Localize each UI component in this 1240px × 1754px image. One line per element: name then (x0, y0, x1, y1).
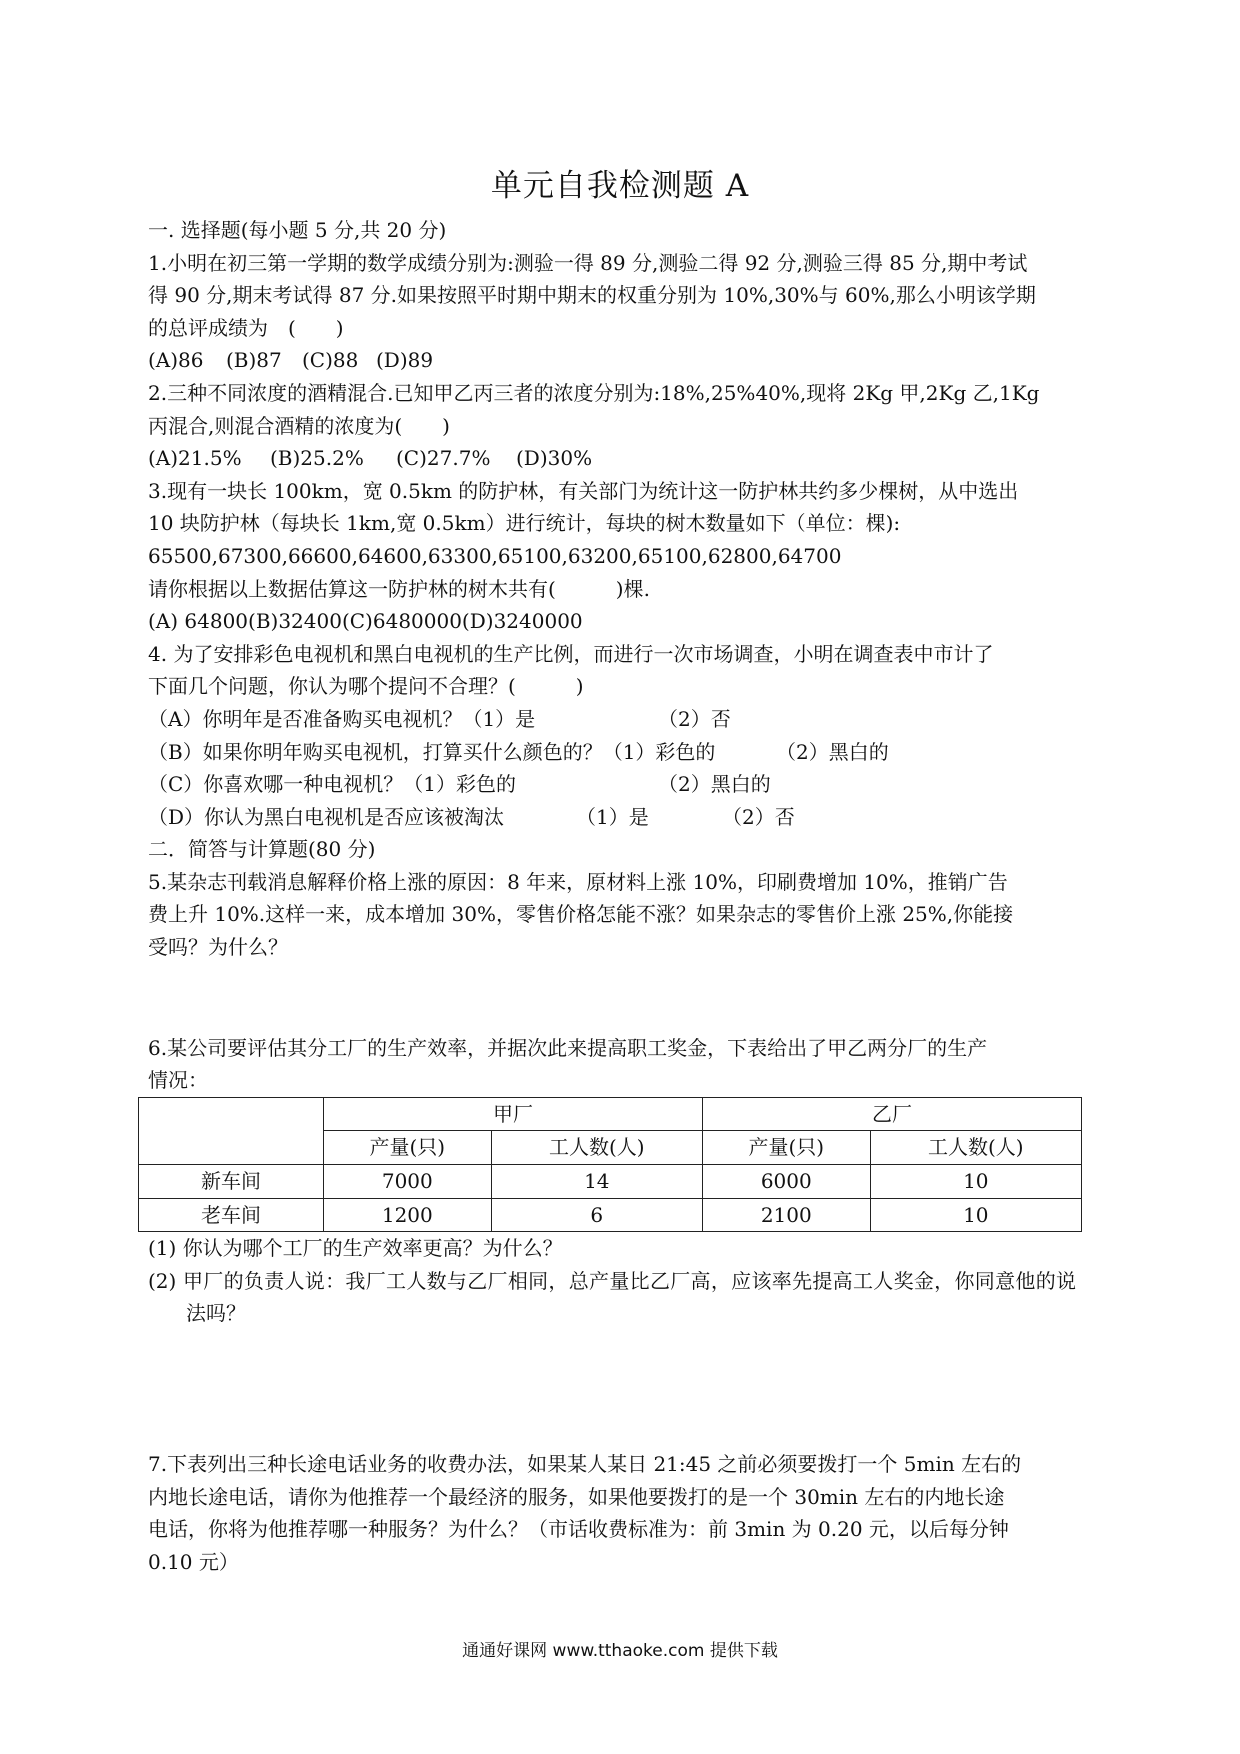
page-footer: 通通好课网 www.tthaoke.com 提供下载 (462, 1641, 778, 1661)
q4-item-c (148, 768, 1076, 801)
table-cell: 10 (870, 1165, 1081, 1199)
q5-line3: 受吗？为什么？ (148, 935, 288, 960)
q4-item-d-answer1: （1）是 (576, 804, 649, 829)
table-cell: 1200 (324, 1198, 492, 1232)
q1-option-d: (D)89 (376, 348, 434, 373)
table-header-b-workers: 工人数(人) (870, 1131, 1081, 1165)
table-header-factory-b: 乙厂 (702, 1097, 1081, 1131)
document-body (148, 214, 1076, 1578)
q2-option-b: (B)25.2% (270, 446, 364, 471)
q3-line1: 3.现有一块长 100km，宽 0.5km 的防护林，有关部门为统计这一防护林共约多少棵树，从中选出 (148, 478, 1019, 503)
q4-item-d-text: （D）你认为黑白电视机是否应该被淘汰 (148, 804, 505, 829)
q6-sub1: (1) 你认为哪个工厂的生产效率更高？为什么？ (148, 1236, 563, 1261)
q1-option-b: (B)87 (226, 348, 282, 373)
table-row-label: 老车间 (139, 1198, 324, 1232)
table-header-a-workers: 工人数(人) (491, 1131, 702, 1165)
q4-line2: 下面几个问题，你认为哪个提问不合理？( ) (148, 674, 584, 699)
table-cell: 6 (491, 1198, 702, 1232)
q1-options (148, 344, 1076, 377)
q4-item-b-text: （B）如果你明年购买电视机，打算买什么颜色的？（1）彩色的 (148, 739, 716, 764)
table-header-a-output: 产量(只) (324, 1131, 492, 1165)
q1-line3: 的总评成绩为 ( ) (148, 315, 344, 340)
section2-heading: 二．简答与计算题(80 分) (148, 837, 376, 862)
section1-heading: 一. 选择题(每小题 5 分,共 20 分) (148, 218, 447, 242)
q2-line2: 丙混合,则混合酒精的浓度为( ) (148, 413, 450, 438)
factory-table (138, 1097, 1082, 1232)
q2-option-c: (C)27.7% (396, 446, 491, 471)
q5-line1: 5.某杂志刊载消息解释价格上涨的原因：8 年来，原材料上涨 10%，印刷费增加 10%，推销广告 (148, 869, 1008, 894)
table-cell: 6000 (702, 1165, 870, 1199)
table-row-label: 新车间 (139, 1165, 324, 1199)
q7-line3: 电话，你将为他推荐哪一种服务？为什么？（市话收费标准为：前 3min 为 0.20 元，以后每分钟 (148, 1517, 1009, 1542)
q4-item-c-text: （C）你喜欢哪一种电视机？（1）彩色的 (148, 772, 517, 797)
q1-line2: 得 90 分,期末考试得 87 分.如果按照平时期中期末的权重分别为 10%,30%与 60%,那么小明该学期 (148, 283, 1036, 308)
table-cell: 10 (870, 1198, 1081, 1232)
q6-line1: 6.某公司要评估其分工厂的生产效率，并据次此来提高职工奖金，下表给出了甲乙两分厂的生产 (148, 1035, 988, 1060)
q7-line2: 内地长途电话，请你为他推荐一个最经济的服务，如果他要拨打的是一个 30min 左右的内地长途 (148, 1484, 1005, 1509)
table-cell: 7000 (324, 1165, 492, 1199)
q3-options: (A) 64800(B)32400(C)6480000(D)3240000 (148, 609, 583, 634)
q2-options (148, 442, 1076, 475)
q6-line2: 情况： (148, 1068, 208, 1093)
table-header-factory-a: 甲厂 (324, 1097, 703, 1131)
q3-line3: 65500,67300,66600,64600,63300,65100,63200,65100,62800,64700 (148, 543, 842, 568)
q3-line2: 10 块防护林（每块长 1km,宽 0.5km）进行统计，每块的树木数量如下（单位：棵): (148, 511, 901, 536)
q4-item-b-answer2: （2）黑白的 (776, 739, 889, 764)
table-cell: 2100 (702, 1198, 870, 1232)
q6-sub2: (2) 甲厂的负责人说：我厂工人数与乙厂相同，总产量比乙厂高，应该率先提高工人奖金，你同意他的说法吗？ (148, 1268, 1076, 1326)
q3-line4: 请你根据以上数据估算这一防护林的树木共有( )棵. (148, 576, 650, 601)
q4-item-a (148, 703, 1076, 736)
q4-item-a-answer2: （2）否 (658, 706, 731, 731)
q1-line1: 1.小明在初三第一学期的数学成绩分别为:测验一得 89 分,测验二得 92 分,测验三得 85 分,期中考试 (148, 250, 1028, 275)
table-row (139, 1198, 1082, 1232)
page-title: 单元自我检测题 A (490, 168, 750, 204)
table-row (139, 1165, 1082, 1199)
table-corner (139, 1097, 324, 1164)
q5-line2: 费上升 10%.这样一来，成本增加 30%，零售价格怎能不涨？如果杂志的零售价上涨 25%,你能接 (148, 902, 1014, 927)
q7-line1: 7.下表列出三种长途电话业务的收费办法，如果某人某日 21:45 之前必须要拨打一个 5min 左右的 (148, 1452, 1022, 1476)
q1-option-a: (A)86 (148, 348, 204, 373)
q2-option-a: (A)21.5% (148, 446, 242, 471)
q7-line4: 0.10 元） (148, 1549, 239, 1574)
q4-item-d-answer2: （2）否 (722, 804, 795, 829)
table-header-b-output: 产量(只) (702, 1131, 870, 1165)
q4-line1: 4. 为了安排彩色电视机和黑白电视机的生产比例，而进行一次市场调查，小明在调查表中市计了 (148, 641, 994, 666)
q1-option-c: (C)88 (302, 348, 359, 373)
table-cell: 14 (491, 1165, 702, 1199)
q4-item-d (148, 801, 1076, 834)
q4-item-b (148, 736, 1076, 769)
q2-option-d: (D)30% (516, 446, 593, 471)
q4-item-a-text: （A）你明年是否准备购买电视机？（1）是 (148, 706, 536, 731)
q2-line1: 2.三种不同浓度的酒精混合.已知甲乙丙三者的浓度分别为:18%,25%40%,现将 2Kg 甲,2Kg 乙,1Kg (148, 380, 1040, 405)
q4-item-c-answer2: （2）黑白的 (658, 772, 771, 797)
